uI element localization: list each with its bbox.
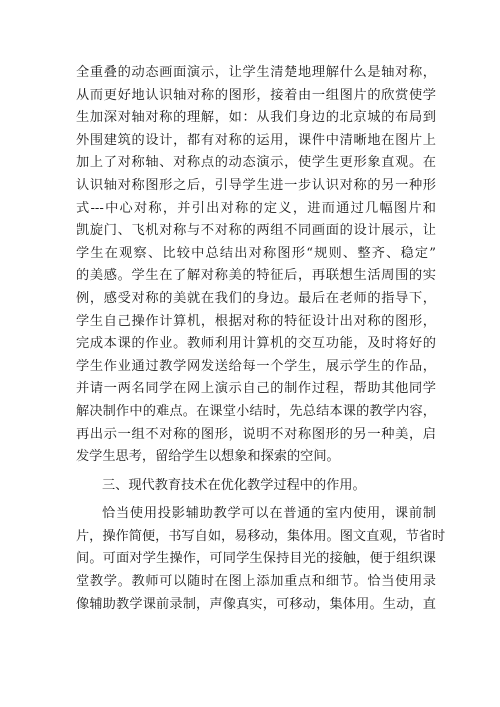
text-line: 片，操作简便，书写自如，易移动，集体用。图文直观，节省时 [76, 528, 446, 544]
text-line: 的美感。学生在了解对称美的特征后，再联想生活周围的实 [76, 268, 436, 284]
text-line: 全重叠的动态画面演示，让学生清楚地理解什么是轴对称， [76, 65, 436, 80]
text-line: 式---中心对称，并引出对称的定义，进而通过几幅图片和 [76, 200, 436, 216]
text-line: 学生在观察、比较中总结出对称图形“规则、整齐、稳定” [76, 245, 436, 261]
text-line: 认识轴对称图形之后，引导学生进一步认识对称的另一种形 [76, 177, 436, 193]
text-line: 完成本课的作业。教师利用计算机的交互功能，及时将好的 [76, 336, 436, 352]
text-line: 发学生思考，留给学生以想象和探索的空间。 [76, 449, 340, 465]
text-line: 再出示一组不对称的图形，说明不对称图形的另一种美，启 [76, 426, 436, 442]
text-line: 学生自己操作计算机，根据对称的特征设计出对称的图形， [76, 313, 436, 329]
paragraph [76, 503, 446, 616]
text-line: 解决制作中的难点。在课堂小结时，先总结本课的教学内容， [76, 403, 436, 419]
text-line: 学生作业通过教学网发送给每一个学生，展示学生的作品， [76, 358, 436, 374]
text-line: 例，感受对称的美就在我们的身边。最后在老师的指导下， [76, 290, 436, 306]
text-line: 堂教学。教师可以随时在图上添加重点和细节。恰当使用录 [76, 574, 436, 590]
text-line: 加上了对称轴、对称点的动态演示，使学生更形象直观。在 [76, 155, 436, 171]
text-line: 恰当使用投影辅助教学可以在普通的室内使用，课前制 [102, 506, 436, 522]
paragraph [76, 62, 436, 469]
text-line: 间。可面对学生操作，可同学生保持目光的接触，便于组织课 [76, 551, 436, 567]
text-line: 从而更好地认识轴对称的图形，接着由一组图片的欣赏使学 [76, 87, 436, 103]
text-line: 像辅助教学课前录制，声像真实，可移动，集体用。生动，直 [76, 596, 436, 612]
section-heading: 三、现代教育技术在优化教学过程中的作用。 [102, 477, 366, 493]
text-line: 外围建筑的设计，都有对称的运用，课件中清晰地在图片上 [76, 132, 436, 148]
text-line: 并请一两名同学在网上演示自己的制作过程，帮助其他同学 [76, 381, 436, 397]
document-body [76, 62, 446, 616]
text-line: 生加深对轴对称的理解，如：从我们身边的北京城的布局到 [76, 110, 436, 126]
text-line: 凯旋门、飞机对称与不对称的两组不同画面的设计展示，让 [76, 223, 436, 239]
